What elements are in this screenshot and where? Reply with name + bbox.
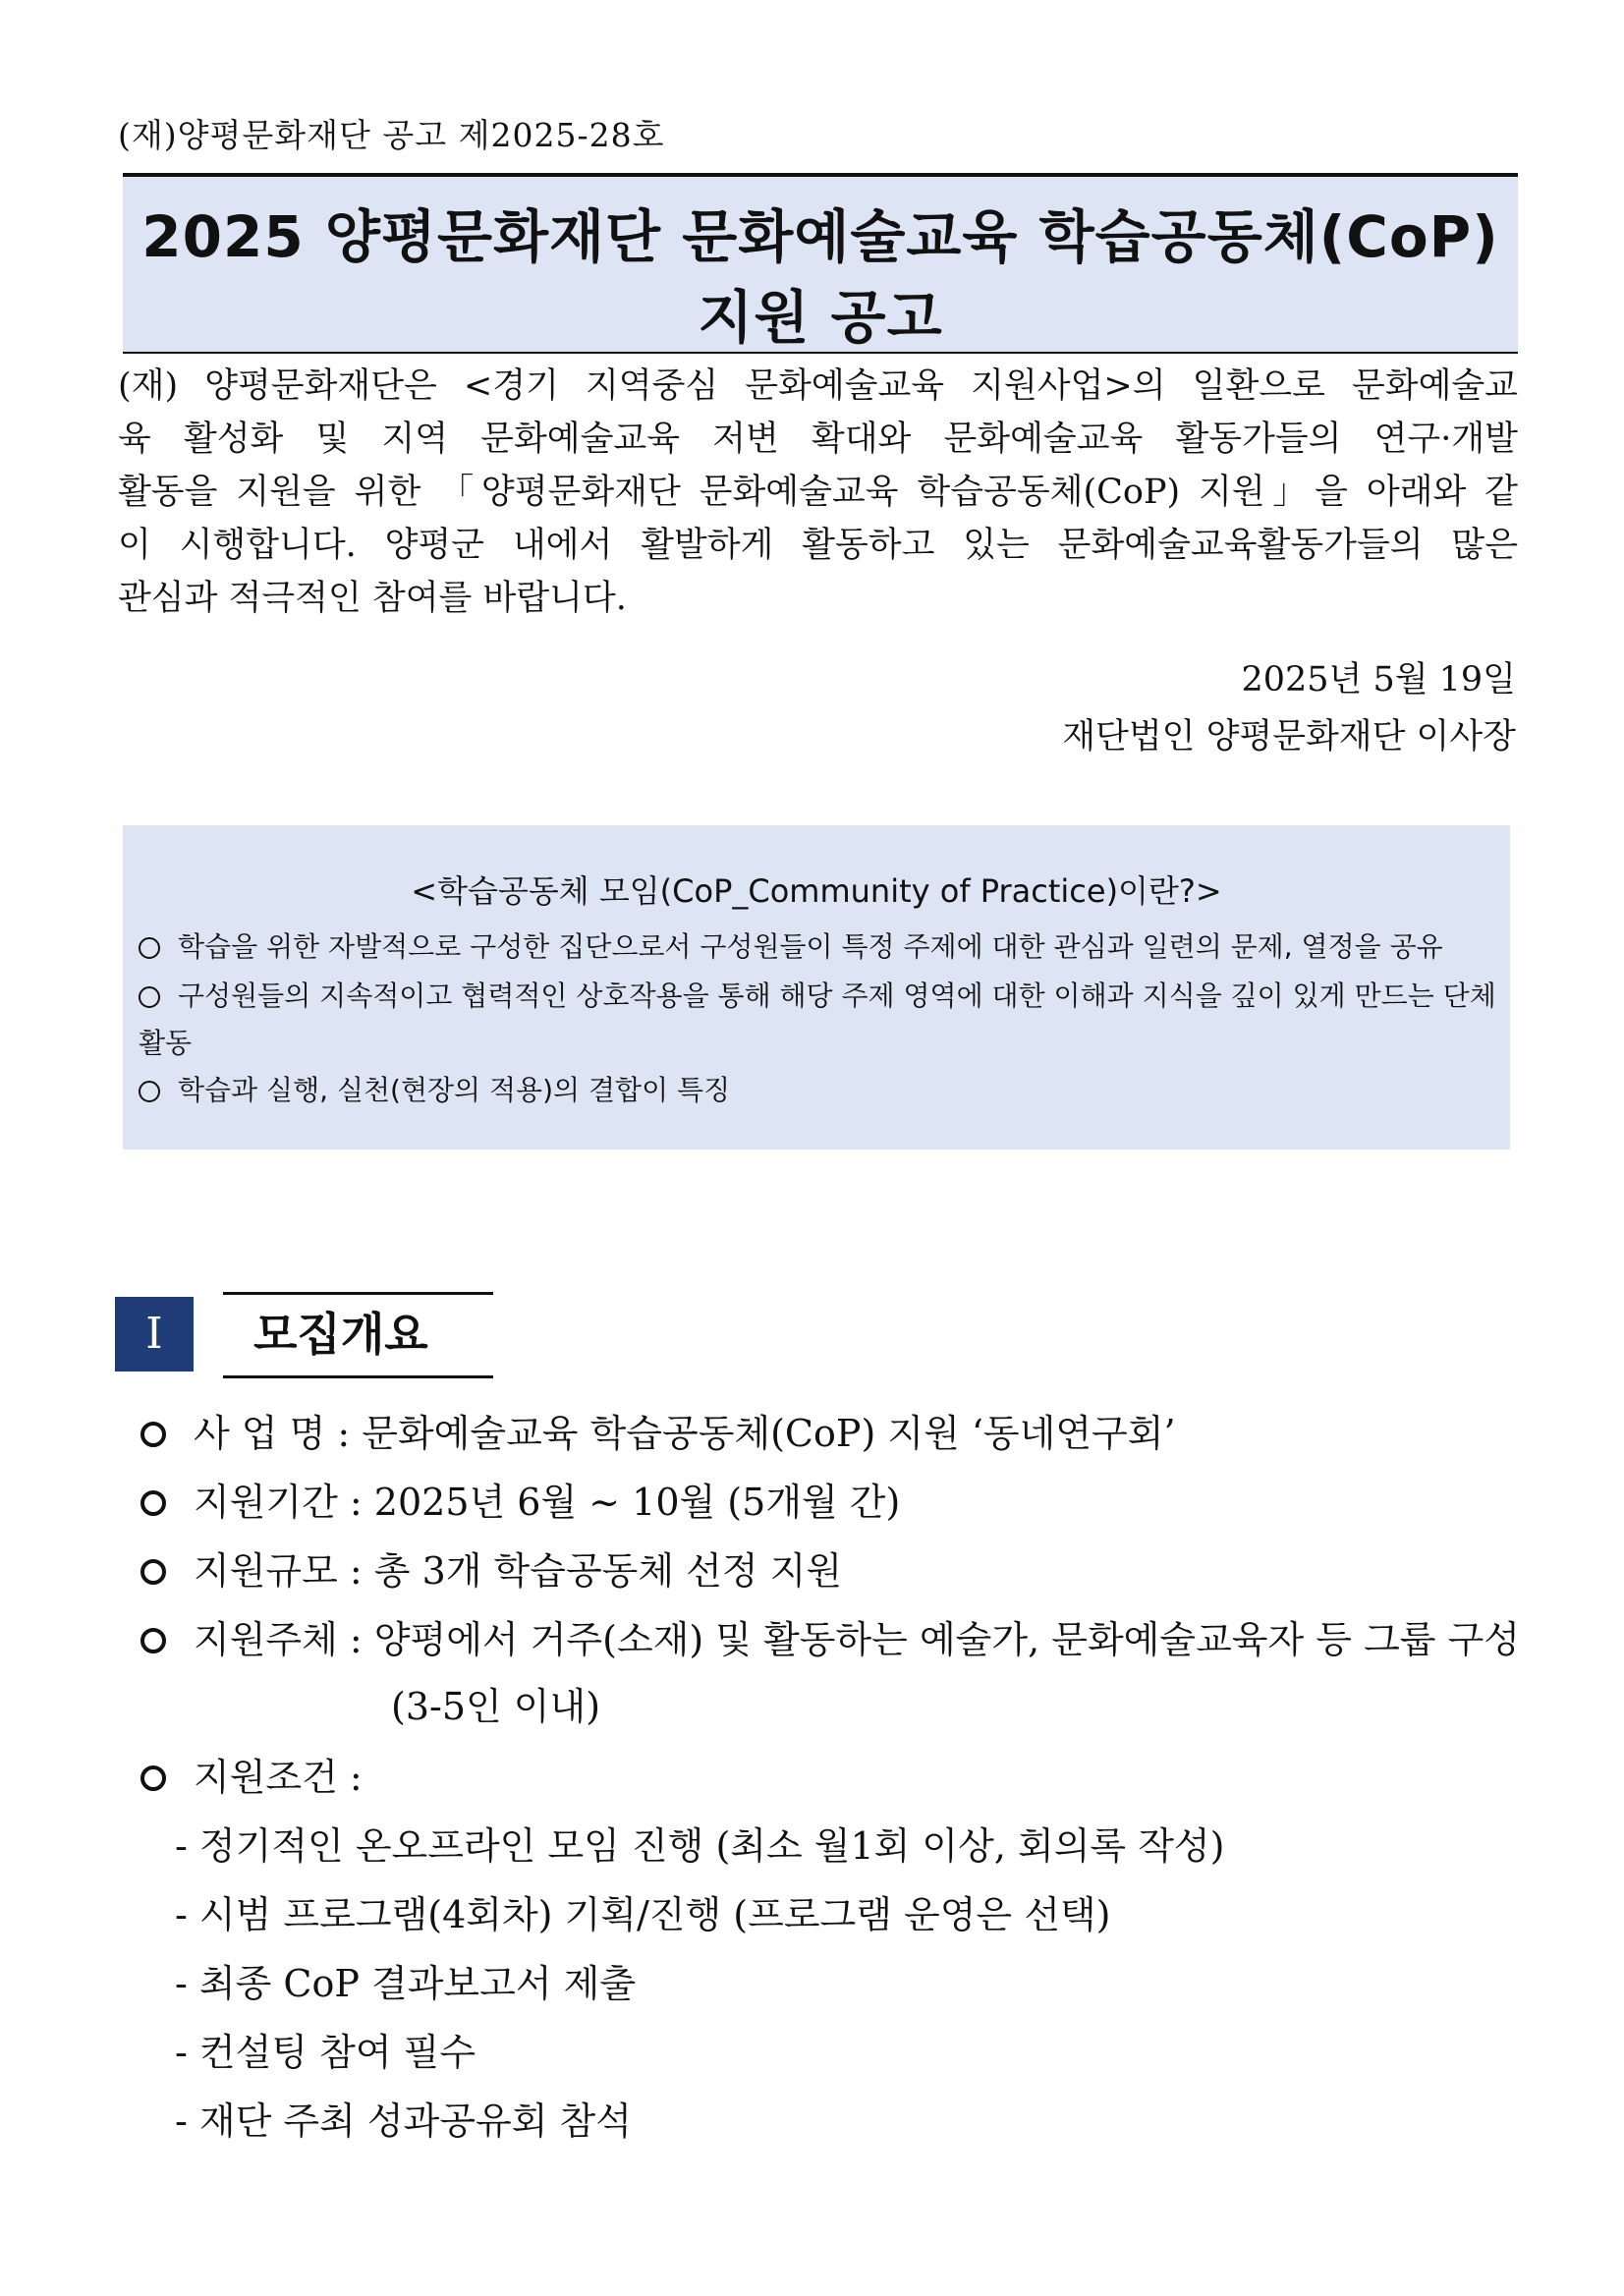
overview-item-text: 사 업 명 : 문화예술교육 학습공동체(CoP) 지원 ‘동네연구회’ xyxy=(194,1412,1176,1455)
intro-line: 관심과 적극적인 참여를 바랍니다. xyxy=(118,579,627,618)
overview-item xyxy=(140,1609,1520,1663)
overview-item xyxy=(140,1747,363,1801)
overview-item-text: 지원기간 : 2025년 6월 ~ 10월 (5개월 간) xyxy=(194,1481,901,1524)
intro-line: 이 시행합니다. 양평군 내에서 활발하게 활동하고 있는 문화예술교육활동가들의 많은 xyxy=(118,526,1518,565)
notice-number: (재)양평문화재단 공고 제2025-28호 xyxy=(118,116,665,154)
cop-item xyxy=(139,1067,1499,1114)
section-title-rule xyxy=(223,1375,493,1378)
condition-item: - 컨설팅 참여 필수 xyxy=(175,2031,476,2074)
title-line-1: 2025 양평문화재단 문화예술교육 학습공동체(CoP) xyxy=(141,203,1499,270)
intro-line: 육 활성화 및 지역 문화예술교육 저변 확대와 문화예술교육 활동가들의 연구·개발 xyxy=(118,420,1518,459)
overview-item-continuation: (3-5인 이내) xyxy=(391,1685,601,1728)
cop-item xyxy=(139,924,1499,971)
circle-bullet-icon xyxy=(140,1765,166,1791)
intro-line: (재) 양평문화재단은 <경기 지역중심 문화예술교육 지원사업>의 일환으로 문화예술교 xyxy=(118,366,1518,406)
issuer: 재단법인 양평문화재단 이사장 xyxy=(1062,717,1516,756)
overview-item-text: 지원주체 : 양평에서 거주(소재) 및 활동하는 예술가, 문화예술교육자 등 그룹 구성 xyxy=(194,1618,1520,1661)
title-line-2: 지원 공고 xyxy=(698,284,943,351)
overview-item-text: 지원조건 : xyxy=(194,1756,363,1799)
section-title: 모집개요 xyxy=(253,1308,428,1361)
circle-bullet-icon xyxy=(140,1559,166,1585)
section-title-rule xyxy=(223,1292,493,1295)
cop-item-text: 구성원들의 지속적이고 협력적인 상호작용을 통해 해당 주제 영역에 대한 이해과 지식을 깊이 있게 만드는 단체 활동 xyxy=(139,980,1496,1059)
cop-item-text: 학습과 실행, 실천(현장의 적용)의 결합이 특징 xyxy=(178,1074,731,1106)
cop-box-title: <학습공동체 모임(CoP_Community of Practice)이란?> xyxy=(411,872,1222,910)
circle-bullet-icon xyxy=(139,986,160,1008)
overview-item xyxy=(140,1540,842,1595)
cop-item-text: 학습을 위한 자발적으로 구성한 집단으로서 구성원들이 특정 주제에 대한 관심과 일련의 문제, 열정을 공유 xyxy=(178,930,1443,963)
section-number: I xyxy=(115,1297,194,1372)
circle-bullet-icon xyxy=(139,937,160,959)
circle-bullet-icon xyxy=(140,1628,166,1653)
notice-date: 2025년 5월 19일 xyxy=(1241,660,1516,700)
overview-item xyxy=(140,1472,900,1526)
circle-bullet-icon xyxy=(140,1422,166,1447)
condition-item: - 정기적인 온오프라인 모임 진행 (최소 월1회 이상, 회의록 작성) xyxy=(175,1824,1225,1868)
condition-item: - 시범 프로그램(4회차) 기획/진행 (프로그램 운영은 선택) xyxy=(175,1893,1111,1936)
circle-bullet-icon xyxy=(139,1081,160,1102)
circle-bullet-icon xyxy=(140,1490,166,1516)
intro-paragraph xyxy=(118,360,1518,625)
cop-definition-box xyxy=(123,825,1510,1149)
cop-item xyxy=(139,973,1499,1067)
overview-item xyxy=(140,1403,1176,1457)
condition-item: - 재단 주최 성과공유회 참석 xyxy=(175,2100,632,2143)
condition-item: - 최종 CoP 결과보고서 제출 xyxy=(175,1962,637,2005)
overview-item-text: 지원규모 : 총 3개 학습공동체 선정 지원 xyxy=(194,1549,843,1593)
title-box xyxy=(123,173,1518,354)
intro-line: 활동을 지원을 위한 「양평문화재단 문화예술교육 학습공동체(CoP) 지원」을 아래와 같 xyxy=(118,473,1518,512)
